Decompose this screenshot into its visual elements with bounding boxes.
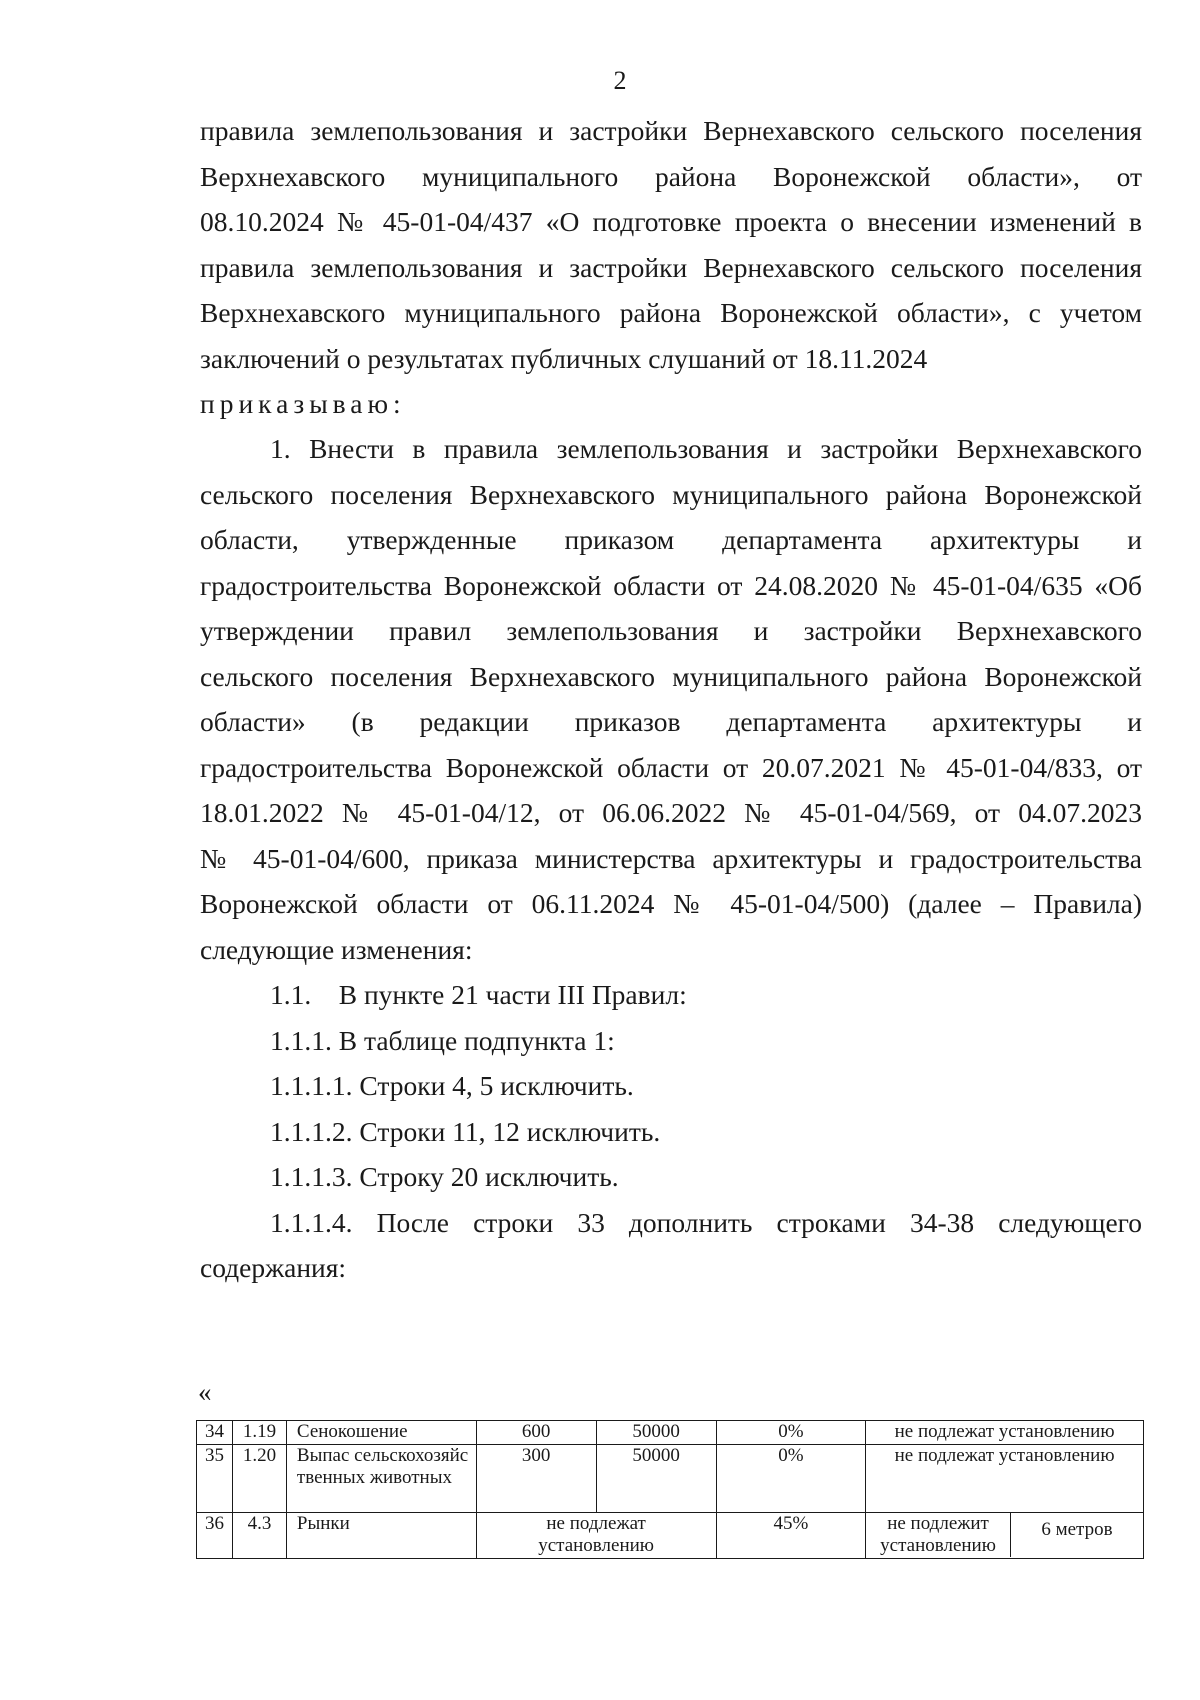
table-row: [197, 1445, 1144, 1513]
text-line: Верхнехавского муниципального района Воронежской области», с учетом: [200, 297, 1142, 328]
row-number: 36: [197, 1513, 233, 1559]
row-min-area: 300: [476, 1445, 596, 1513]
quote-mark: «: [198, 1377, 212, 1407]
page-number: 2: [613, 66, 627, 95]
text-line: 08.10.2024 № 45-01-04/437 «О подготовке проекта о внесении изменений в: [200, 206, 1142, 237]
note-split-table: [866, 1513, 1143, 1557]
text-line: 18.01.2022 № 45-01-04/12, от 06.06.2022 № 45-01-04/569, от 04.07.2023: [200, 797, 1142, 828]
row-code: 1.20: [232, 1445, 286, 1513]
row-name: Рынки: [286, 1513, 476, 1559]
row-percent: 0%: [716, 1421, 866, 1445]
text-line: утверждении правил землепользования и застройки Верхнехавского: [200, 615, 1142, 646]
text-line: сельского поселения Верхнехавского муниципального района Воронежской: [200, 478, 1142, 510]
table-row: [197, 1513, 1144, 1559]
text-line: правила землепользования и застройки Вернехавского сельского поселения: [200, 115, 1142, 146]
row-number: 34: [197, 1421, 233, 1445]
sub-item: 1.1.1.4. После строки 33 дополнить строками 34-38 следующего: [270, 1206, 1142, 1238]
text-line: Воронежской области от 06.11.2024 № 45-01-04/500) (далее – Правила): [200, 888, 1142, 919]
text-line: градостроительства Воронежской области от 24.08.2020 № 45-01-04/635 «Об: [200, 569, 1142, 601]
row-note-a: не подлежит установлению: [866, 1513, 1010, 1557]
text-line: следующие изменения:: [200, 933, 473, 965]
row-name: Сенокошение: [286, 1421, 476, 1445]
sub-item: 1.1.1. В таблице подпункта 1:: [270, 1024, 615, 1056]
sub-item: 1.1.1.1. Строки 4, 5 исключить.: [270, 1070, 634, 1101]
sub-item: 1.1.1.2. Строки 11, 12 исключить.: [270, 1115, 661, 1147]
text-line: № 45-01-04/600, приказа министерства архитектуры и градостроительства: [200, 842, 1142, 874]
sub-item: 1.1. В пункте 21 части III Правил:: [270, 979, 687, 1010]
row-number: 35: [197, 1445, 233, 1513]
row-note-split: [866, 1513, 1144, 1559]
text-line: области, утвержденные приказом департамента архитектуры и: [200, 524, 1142, 555]
row-percent: 45%: [716, 1513, 866, 1559]
text-line: заключений о результатах публичных слушаний от 18.11.2024: [200, 342, 928, 374]
table-row: [197, 1421, 1144, 1445]
text-line: сельского поселения Верхнехавского муниципального района Воронежской: [200, 660, 1142, 692]
sub-item: содержания:: [200, 1252, 347, 1283]
row-note: не подлежат установлению: [866, 1421, 1144, 1445]
sub-item: 1.1.1.3. Строку 20 исключить.: [270, 1161, 619, 1192]
row-note: не подлежат установлению: [866, 1445, 1144, 1513]
sub-items: [200, 972, 1142, 1291]
text-line: градостроительства Воронежской области от 20.07.2021 № 45-01-04/833, от: [200, 751, 1142, 783]
row-max-area: 50000: [596, 1421, 716, 1445]
intro-paragraph: [200, 108, 1142, 427]
row-percent: 0%: [716, 1445, 866, 1513]
row-note-b: 6 метров: [1041, 1519, 1113, 1540]
text-line: Верхнехавского муниципального района Воронежской области», от: [200, 160, 1142, 192]
rules-table: [196, 1420, 1144, 1559]
row-name: Выпас сельскохозяйственных животных: [286, 1445, 476, 1513]
item-1-paragraph: [200, 426, 1142, 972]
text-line: 1. Внести в правила землепользования и застройки Верхнехавского: [270, 433, 1142, 464]
order-word: приказываю:: [200, 388, 406, 419]
row-area-merged: не подлежат установлению: [476, 1513, 716, 1559]
row-min-area: 600: [476, 1421, 596, 1445]
row-code: 1.19: [232, 1421, 286, 1445]
text-line: правила землепользования и застройки Вернехавского сельского поселения: [200, 251, 1142, 283]
text-line: области» (в редакции приказов департамента архитектуры и: [200, 706, 1142, 737]
row-code: 4.3: [232, 1513, 286, 1559]
row-max-area: 50000: [596, 1445, 716, 1513]
